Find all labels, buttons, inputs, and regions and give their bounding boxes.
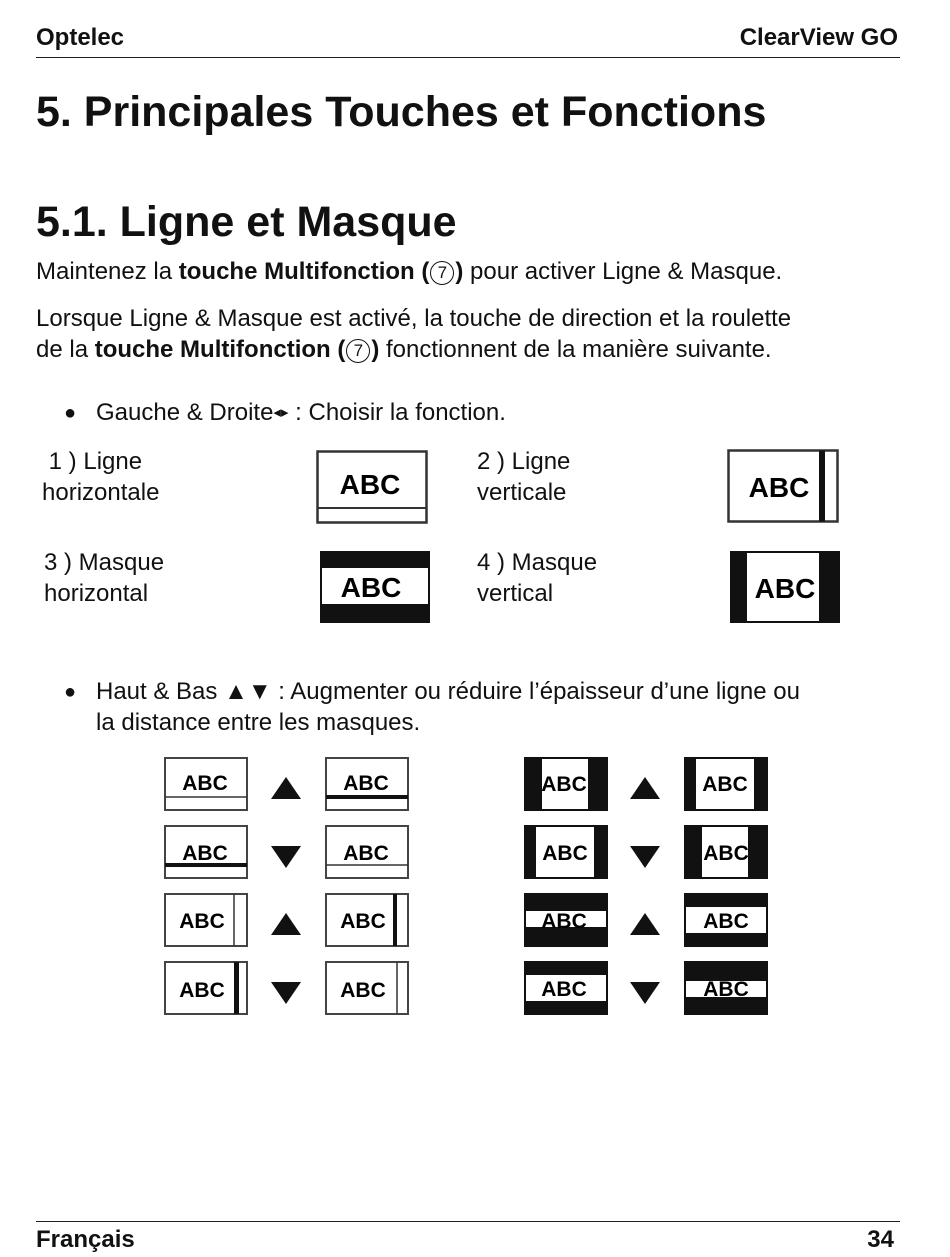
p1-post: pour activer Ligne & Masque. (463, 258, 783, 285)
paragraph-2 (36, 303, 791, 365)
abc-sample: ABC (179, 979, 225, 1002)
abc-sample: ABC (703, 910, 749, 933)
page-title: 5. Principales Touches et Fonctions (36, 88, 767, 136)
vertical-mask-narrow-icon (524, 757, 608, 811)
option-4-label (477, 547, 597, 609)
abc-sample: ABC (542, 842, 588, 865)
header-rule (36, 57, 900, 58)
abc-sample: ABC (343, 772, 389, 795)
p2-bold-end: ) (371, 336, 380, 363)
line-thin-horizontal-icon (164, 757, 248, 811)
line-thin-horizontal-icon (325, 825, 409, 879)
abc-sample: ABC (179, 910, 225, 933)
p2-bold: touche Multifonction ( (94, 336, 346, 363)
option-1-label (42, 446, 159, 508)
horizontal-line-icon (316, 450, 428, 524)
abc-sample: ABC (182, 772, 228, 795)
bullet-dot: ● (64, 681, 77, 703)
abc-sample: ABC (339, 469, 401, 500)
horizontal-mask-narrow-icon (524, 893, 608, 947)
option-3-label (44, 547, 164, 609)
p2-pre: de la (36, 336, 95, 363)
key-7-badge: 7 (430, 261, 454, 285)
line-thick-vertical-icon (325, 893, 409, 947)
option-2-line1: 2 ) Ligne (477, 448, 571, 475)
option-4-line2: vertical (477, 580, 554, 607)
abc-sample: ABC (541, 910, 587, 933)
arrow-up-icon (271, 777, 301, 799)
option-3-line2: horizontal (44, 580, 149, 607)
option-2-line2: verticale (477, 479, 567, 506)
abc-sample: ABC (754, 573, 816, 604)
abc-sample: ABC (340, 979, 386, 1002)
arrow-down-icon (271, 982, 301, 1004)
arrow-down-icon (271, 846, 301, 868)
p2-line1: Lorsque Ligne & Masque est activé, la touche de direction et la roulette (36, 305, 792, 332)
option-1-line1: 1 ) Ligne (42, 448, 143, 475)
abc-sample: ABC (340, 572, 402, 603)
vertical-mask-narrow-icon (684, 825, 768, 879)
option-3-line1: 3 ) Masque (44, 549, 165, 576)
arrow-up-icon (630, 913, 660, 935)
abc-sample: ABC (182, 842, 228, 865)
abc-sample: ABC (703, 978, 749, 1001)
header-left: Optelec (36, 24, 125, 51)
vertical-mask-wide-icon (684, 757, 768, 811)
abc-sample: ABC (343, 842, 389, 865)
option-2-label (477, 446, 570, 508)
line-thin-vertical-icon (164, 893, 248, 947)
key-7-badge: 7 (346, 339, 370, 363)
abc-sample: ABC (702, 773, 748, 796)
bullet2-line2: la distance entre les masques. (96, 709, 421, 736)
arrow-down-icon (630, 982, 660, 1004)
line-thick-horizontal-icon (325, 757, 409, 811)
footer-rule (36, 1221, 900, 1222)
option-4-line1: 4 ) Masque (477, 549, 598, 576)
abc-sample: ABC (541, 773, 587, 796)
paragraph-1 (36, 256, 782, 287)
abc-sample: ABC (703, 842, 749, 865)
bullet1-text: Gauche & Droite (96, 399, 274, 426)
vertical-mask-wide-icon (524, 825, 608, 879)
footer-language: Français (36, 1226, 135, 1253)
abc-sample: ABC (748, 472, 810, 503)
p2-post: fonctionnent de la manière suivante. (379, 336, 772, 363)
abc-sample: ABC (340, 910, 386, 933)
line-thick-horizontal-icon (164, 825, 248, 879)
header-right: ClearView GO (739, 24, 898, 51)
horizontal-mask-wide-icon (524, 961, 608, 1015)
page-number: 34 (867, 1226, 894, 1253)
line-thin-vertical-icon (325, 961, 409, 1015)
horizontal-mask-narrow-icon (684, 961, 768, 1015)
section-heading: 5.1. Ligne et Masque (36, 198, 457, 246)
arrow-down-icon (630, 846, 660, 868)
vertical-line-icon (727, 449, 839, 523)
abc-sample: ABC (541, 978, 587, 1001)
p1-bold-end: ) (455, 258, 464, 285)
bullet-up-down (96, 676, 800, 738)
bullet-dot: ● (64, 402, 77, 424)
arrow-up-icon (630, 777, 660, 799)
p1-bold: touche Multifonction ( (178, 258, 430, 285)
bullet-left-right (96, 397, 506, 428)
left-right-arrows-icon: ◂▸ (273, 404, 289, 421)
bullet1-rest: : Choisir la fonction. (288, 399, 506, 426)
arrow-up-icon (271, 913, 301, 935)
option-1-line2: horizontale (42, 479, 160, 506)
horizontal-mask-icon (319, 550, 431, 624)
vertical-mask-icon (729, 550, 841, 624)
p1-text: Maintenez la (36, 258, 179, 285)
line-thick-vertical-icon (164, 961, 248, 1015)
bullet2-line1: Haut & Bas ▲▼ : Augmenter ou réduire l’épaisseur d’une ligne ou (96, 678, 800, 705)
horizontal-mask-wide-icon (684, 893, 768, 947)
